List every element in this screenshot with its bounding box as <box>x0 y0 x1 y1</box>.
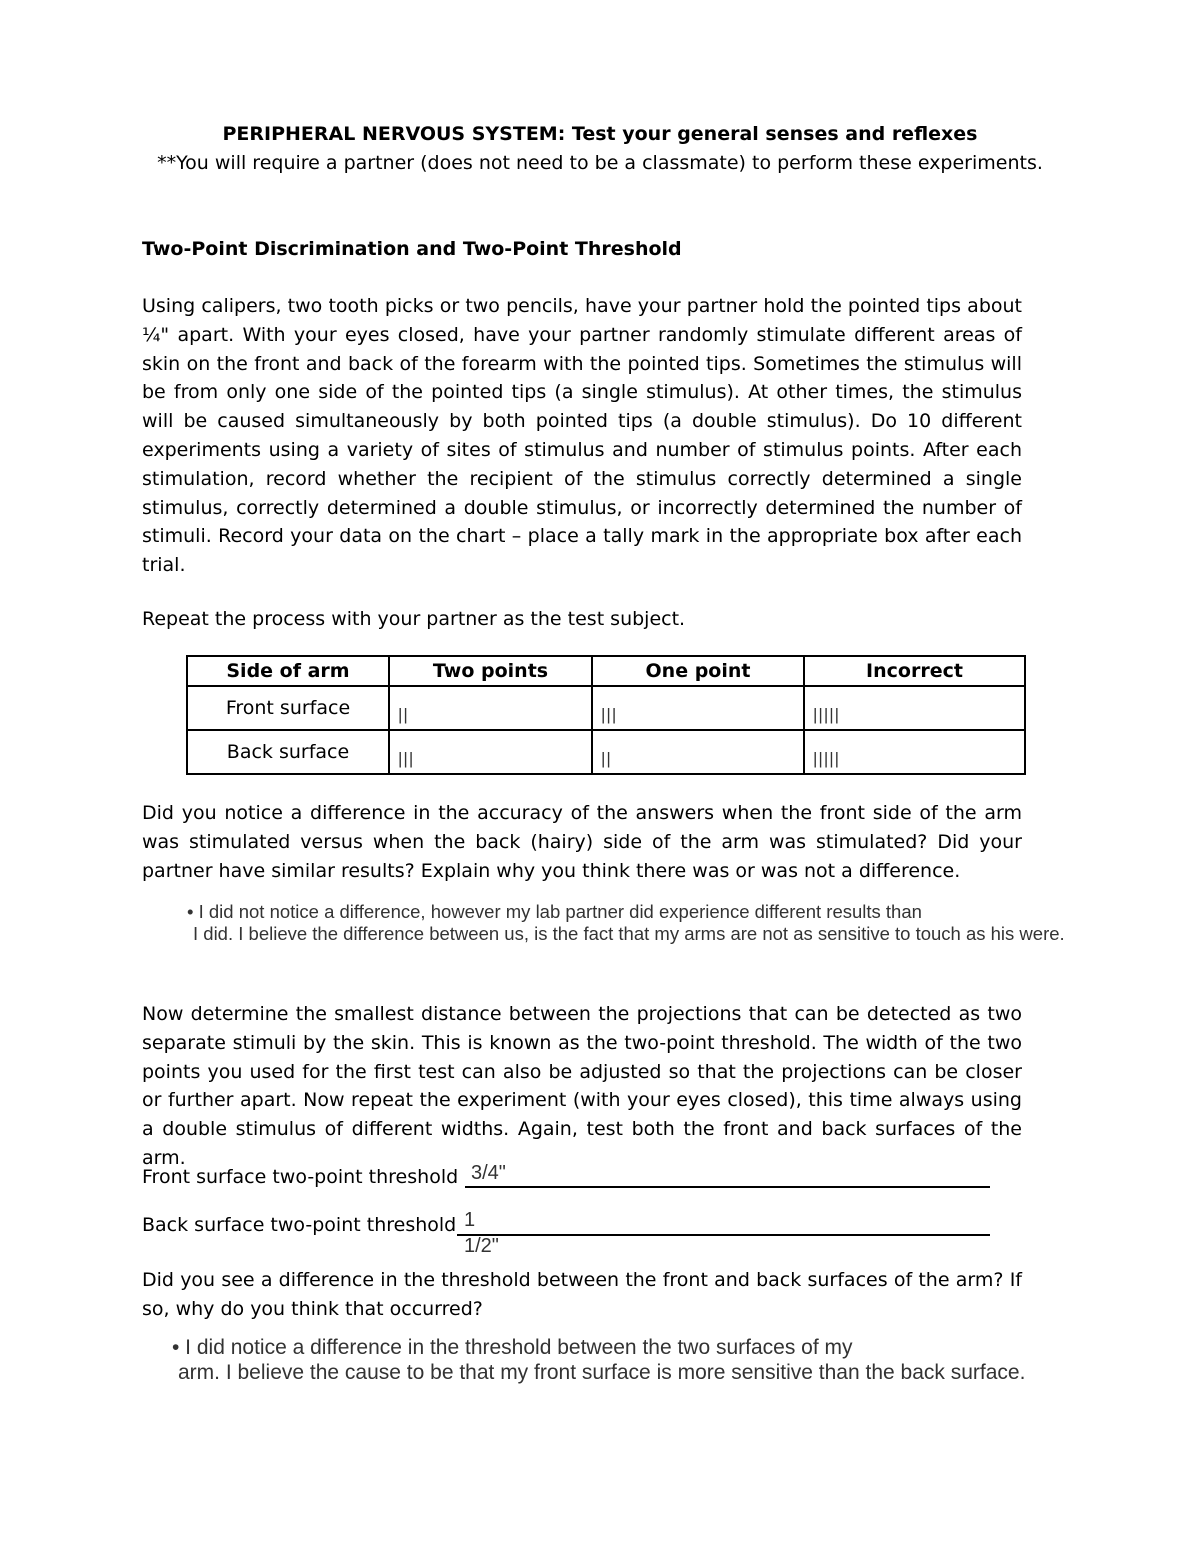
back-threshold-value: 1 1/2" <box>464 1209 499 1257</box>
back-threshold-row <box>142 1209 499 1257</box>
front-threshold-label: Front surface two-point threshold <box>142 1166 459 1188</box>
tally-cell[interactable]: ||| <box>592 686 804 730</box>
table-header: One point <box>592 656 804 686</box>
tally-table <box>186 655 1026 775</box>
answer-1-rest: I did. I believe the difference between us, is the fact that my arms are not as sensitive to touch as his were. <box>193 923 1065 944</box>
question-1: Did you notice a difference in the accuracy of the answers when the front side of the arm was stimulated versus when the back (hairy) side of the arm was stimulated? Did your partner have similar results? Explain why you think there was or was not a difference. <box>142 802 1022 882</box>
front-threshold-field[interactable] <box>465 1164 990 1188</box>
repeat-instruction: Repeat the process with your partner as the test subject. <box>142 608 686 630</box>
tally-cell[interactable]: || <box>389 686 592 730</box>
section-heading: Two-Point Discrimination and Two-Point Threshold <box>142 238 682 260</box>
tally-cell[interactable]: ||||| <box>804 686 1025 730</box>
row-label: Front surface <box>187 686 389 730</box>
answer-2[interactable] <box>172 1335 1172 1385</box>
table-header: Two points <box>389 656 592 686</box>
threshold-paragraph: Now determine the smallest distance between the projections that can be detected as two separate stimuli by the skin. This is known as the two-point threshold. The width of the two points you used for the first test can also be adjusted so that the projections can be closer or further apart. Now repeat the experiment (with your eyes closed), this time always using a double stimulus of different widths. Again, test both the front and back surfaces of the arm. <box>142 1003 1022 1169</box>
tally-cell[interactable]: ||||| <box>804 730 1025 774</box>
row-label: Back surface <box>187 730 389 774</box>
table-header: Side of arm <box>187 656 389 686</box>
table-row <box>187 730 1025 774</box>
table-header: Incorrect <box>804 656 1025 686</box>
question-2: Did you see a difference in the threshold between the front and back surfaces of the arm? If so, why do you think that occurred? <box>142 1269 1022 1320</box>
back-threshold-field[interactable] <box>457 1212 990 1236</box>
answer-2-line-2: arm. I believe the cause to be that my front surface is more sensitive than the back surface. <box>178 1361 1026 1384</box>
answer-1[interactable] <box>187 901 1067 945</box>
page-title: PERIPHERAL NERVOUS SYSTEM: Test your general senses and reflexes <box>222 123 978 145</box>
tally-cell[interactable]: ||| <box>389 730 592 774</box>
front-threshold-row <box>142 1162 506 1190</box>
answer-1-line-1: • I did not notice a difference, however my lab partner did experience different results than <box>187 901 922 922</box>
back-threshold-label: Back surface two-point threshold <box>142 1214 457 1236</box>
page-subtitle: **You will require a partner (does not need to be a classmate) to perform these experiments. <box>157 152 1043 174</box>
tally-cell[interactable]: || <box>592 730 804 774</box>
table-header-row <box>187 656 1025 686</box>
table-row <box>187 686 1025 730</box>
front-threshold-value: 3/4" <box>471 1162 506 1184</box>
instructions-paragraph: Using calipers, two tooth picks or two pencils, have your partner hold the pointed tips about ¼" apart. With your eyes closed, have your partner randomly stimulate different areas of skin on the front and back of the forearm with the pointed tips. Sometimes the stimulus will be from only one side of the pointed tips (a single stimulus). At other times, the stimulus will be caused simultaneously by both pointed tips (a double stimulus). Do 10 different experiments using a variety of sites of stimulus and number of stimulus points. After each stimulation, record whether the recipient of the stimulus correctly determined a single stimulus, correctly determined a double stimulus, or incorrectly determined the number of stimuli. Record your data on the chart – place a tally mark in the appropriate box after each trial. <box>142 295 1022 577</box>
answer-2-line-1: • I did notice a difference in the threshold between the two surfaces of my <box>172 1336 853 1359</box>
